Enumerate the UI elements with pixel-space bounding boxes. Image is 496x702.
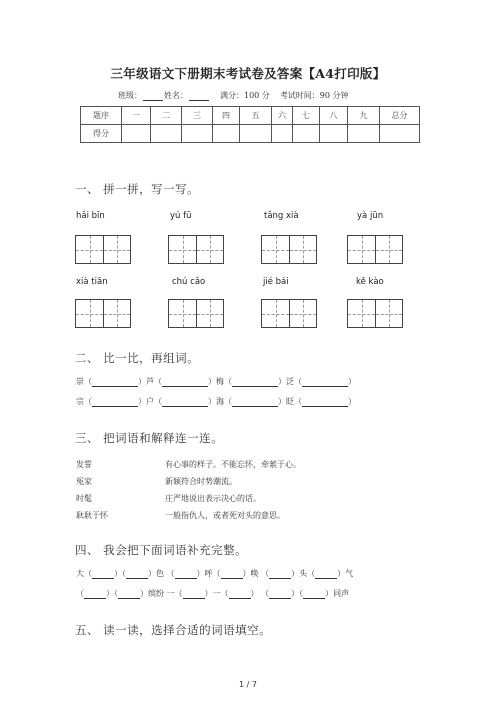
match-definition[interactable]: 一般指仇人，或者死对头的意思。 — [165, 511, 285, 520]
score-input-cell[interactable] — [320, 125, 348, 143]
answer-blank[interactable] — [232, 398, 278, 407]
exam-title: 三年级语文下册期末考试卷及答案【A4打印版】 — [110, 66, 386, 81]
pinyin-label: yú fū — [170, 211, 192, 221]
compare-char: ）芦（ — [138, 377, 162, 386]
pinyin-label: tǎng xià — [264, 211, 299, 221]
pinyin-label: xià tiān — [76, 277, 108, 287]
answer-blank[interactable] — [162, 378, 208, 387]
class-blank[interactable] — [143, 92, 163, 101]
exam-info — [118, 90, 349, 101]
score-header-cell: 八 — [320, 107, 348, 125]
fill-text: ）头（ — [291, 569, 316, 578]
compare-char: ）梅（ — [208, 377, 232, 386]
answer-blank[interactable] — [84, 590, 106, 599]
writing-grid[interactable] — [75, 299, 131, 328]
score-input-cell[interactable] — [380, 125, 420, 143]
writing-grid[interactable] — [261, 299, 317, 328]
answer-blank[interactable] — [175, 570, 197, 579]
match-word[interactable]: 冤家 — [76, 477, 92, 486]
pinyin-label: yà jūn — [357, 211, 384, 221]
answer-blank[interactable] — [92, 570, 114, 579]
compare-char: ） — [348, 377, 356, 386]
fill-text: ）（ — [106, 589, 118, 598]
compare-char: ）眨（ — [278, 397, 302, 406]
score-input-cell[interactable] — [151, 125, 182, 143]
name-blank[interactable] — [189, 92, 209, 101]
answer-blank[interactable] — [126, 570, 148, 579]
answer-blank[interactable] — [162, 398, 208, 407]
compare-row-1 — [76, 376, 356, 387]
section-5-heading: 五、 读一读，选择合适的词语填空。 — [75, 623, 272, 637]
fill-text: ）（ — [114, 569, 126, 578]
answer-blank[interactable] — [302, 378, 348, 387]
score-input-cell[interactable] — [213, 125, 240, 143]
answer-blank[interactable] — [269, 590, 291, 599]
answer-blank[interactable] — [118, 590, 140, 599]
writing-grid[interactable] — [347, 235, 403, 264]
match-word[interactable]: 时髦 — [76, 494, 92, 503]
section-1-heading: 一、 拼一拼，写一写。 — [75, 182, 200, 196]
score-header-cell: 二 — [151, 107, 182, 125]
compare-row-2 — [76, 396, 356, 407]
score-header-cell: 九 — [348, 107, 380, 125]
writing-grid[interactable] — [168, 235, 224, 264]
fill-text: ）色 （ — [148, 569, 175, 578]
score-header-cell: 五 — [240, 107, 272, 125]
answer-blank[interactable] — [92, 378, 138, 387]
full-score: 满分：100 分 — [220, 91, 270, 100]
score-input-cell[interactable] — [272, 125, 293, 143]
fill-text: ）（ — [291, 589, 304, 598]
fill-text: 大（ — [76, 569, 92, 578]
score-header-cell: 一 — [122, 107, 151, 125]
compare-char: ）户（ — [138, 397, 162, 406]
pinyin-label: chú cǎo — [172, 277, 206, 287]
fill-text: ）同声 — [325, 589, 350, 598]
fill-text: ）气 — [337, 569, 354, 578]
pinyin-label: kě kào — [356, 277, 384, 287]
score-input-cell[interactable] — [240, 125, 272, 143]
pinyin-label: jié bái — [263, 277, 289, 287]
answer-blank[interactable] — [303, 590, 325, 599]
fill-text: ）缤纷 一（ — [140, 589, 183, 598]
compare-char: ）海（ — [208, 397, 232, 406]
complete-row-1 — [76, 568, 353, 579]
answer-blank[interactable] — [315, 570, 337, 579]
score-header-cell: 六 — [272, 107, 293, 125]
score-value-row — [81, 125, 420, 143]
compare-char: ） — [348, 397, 356, 406]
fill-text: ）呼（ — [196, 569, 221, 578]
page-number: 1 / 7 — [239, 680, 257, 689]
match-definition[interactable]: 庄严地说出表示决心的话。 — [165, 494, 261, 503]
answer-blank[interactable] — [232, 378, 278, 387]
fill-text: ） （ — [250, 589, 270, 598]
match-word[interactable]: 发誓 — [76, 460, 92, 469]
writing-grid[interactable] — [75, 235, 131, 264]
score-header-row — [81, 107, 420, 125]
score-header-cell: 题序 — [81, 107, 122, 125]
answer-blank[interactable] — [92, 398, 138, 407]
compare-char: ）泛（ — [278, 377, 302, 386]
fill-text: ）一（ — [204, 589, 229, 598]
writing-grid[interactable] — [168, 299, 224, 328]
pinyin-label: hǎi bīn — [76, 211, 105, 221]
section-2-heading: 二、 比一比，再组词。 — [75, 351, 200, 365]
answer-blank[interactable] — [302, 398, 348, 407]
section-3-heading: 三、 把词语和解释连一连。 — [75, 431, 224, 445]
score-header-cell: 七 — [293, 107, 320, 125]
answer-blank[interactable] — [183, 590, 205, 599]
score-label-cell: 得分 — [81, 125, 122, 143]
score-header-cell: 总分 — [380, 107, 420, 125]
answer-blank[interactable] — [229, 590, 251, 599]
answer-blank[interactable] — [221, 570, 243, 579]
section-4-heading: 四、 我会把下面词语补充完整。 — [75, 543, 248, 557]
compare-char: 崇（ — [76, 377, 92, 386]
match-definition[interactable]: 新颖符合时势潮流。 — [165, 477, 237, 486]
score-input-cell[interactable] — [122, 125, 151, 143]
writing-grid[interactable] — [261, 235, 317, 264]
score-header-cell: 四 — [213, 107, 240, 125]
name-label: 姓名： — [164, 91, 188, 100]
score-header-cell: 三 — [182, 107, 213, 125]
writing-grid[interactable] — [347, 299, 403, 328]
class-label: 班级： — [118, 91, 142, 100]
score-input-cell[interactable] — [293, 125, 320, 143]
score-input-cell[interactable] — [348, 125, 380, 143]
match-definition[interactable]: 有心事的样子。不能忘怀，牵萦于心。 — [165, 460, 301, 469]
answer-blank[interactable] — [269, 570, 291, 579]
match-word[interactable]: 耿耿于怀 — [76, 511, 108, 520]
exam-time: 考试时间：90 分钟 — [279, 91, 349, 100]
fill-text: ）唤 （ — [242, 569, 270, 578]
compare-char: 宗（ — [76, 397, 92, 406]
fill-text: （ — [76, 589, 84, 598]
score-table — [80, 106, 420, 143]
score-input-cell[interactable] — [182, 125, 213, 143]
complete-row-2 — [76, 588, 349, 599]
